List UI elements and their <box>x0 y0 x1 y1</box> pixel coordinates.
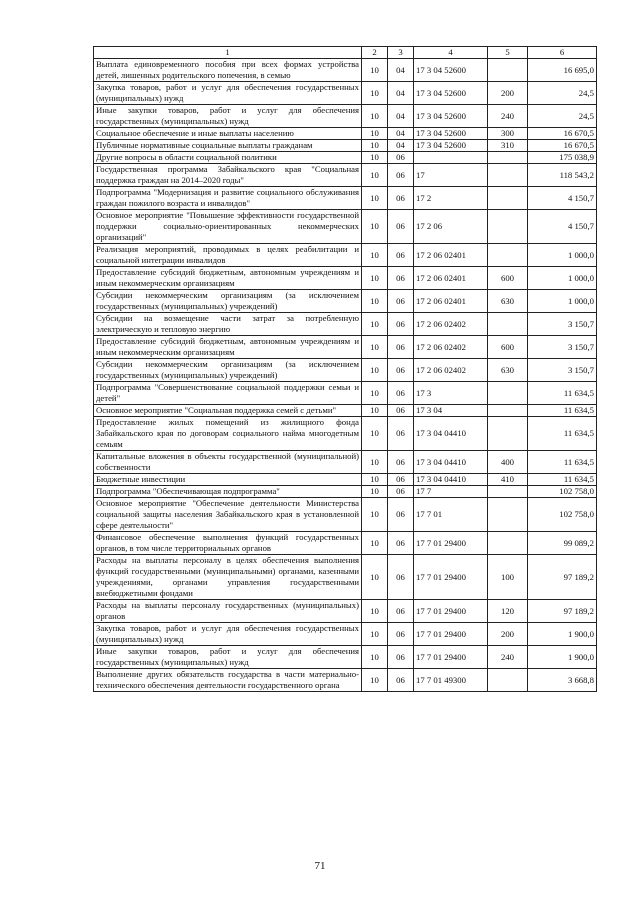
section-code: 10 <box>362 267 388 290</box>
target-article-code: 17 <box>414 164 488 187</box>
subsection-code: 06 <box>388 405 414 417</box>
subsection-code: 06 <box>388 359 414 382</box>
expense-type-code <box>488 417 528 451</box>
amount: 99 089,2 <box>528 532 597 555</box>
expense-type-code: 630 <box>488 359 528 382</box>
row-description: Финансовое обеспечение выполнения функций государственных органов, в том числе территориальных органов <box>94 532 362 555</box>
column-header-6: 6 <box>528 47 597 59</box>
table-row <box>94 59 597 82</box>
table-row <box>94 313 597 336</box>
expense-type-code: 630 <box>488 290 528 313</box>
section-code: 10 <box>362 451 388 474</box>
target-article-code: 17 7 <box>414 486 488 498</box>
row-description: Основное мероприятие "Обеспечение деятельности Министерства социальной защиты населения Забайкальского края в установленной сфере деятельности" <box>94 498 362 532</box>
row-description: Субсидии некоммерческим организациям (за исключением государственных (муниципальных) учреждений) <box>94 359 362 382</box>
amount: 16 670,5 <box>528 128 597 140</box>
subsection-code: 06 <box>388 382 414 405</box>
section-code: 10 <box>362 82 388 105</box>
row-description: Субсидии некоммерческим организациям (за исключением государственных (муниципальных) учреждений) <box>94 290 362 313</box>
expense-type-code <box>488 210 528 244</box>
table-row <box>94 417 597 451</box>
subsection-code: 06 <box>388 313 414 336</box>
section-code: 10 <box>362 359 388 382</box>
table-row <box>94 82 597 105</box>
amount: 3 150,7 <box>528 359 597 382</box>
section-code: 10 <box>362 152 388 164</box>
subsection-code: 06 <box>388 646 414 669</box>
table-row <box>94 451 597 474</box>
amount: 97 189,2 <box>528 555 597 600</box>
target-article-code: 17 7 01 <box>414 498 488 532</box>
row-description: Публичные нормативные социальные выплаты гражданам <box>94 140 362 152</box>
section-code: 10 <box>362 486 388 498</box>
table-row <box>94 405 597 417</box>
column-header-4: 4 <box>414 47 488 59</box>
subsection-code: 06 <box>388 486 414 498</box>
table-row <box>94 646 597 669</box>
row-description: Расходы на выплаты персоналу в целях обеспечения выполнения функций государственными (муниципальными) органами, казенными учреждениями, органами управления государственными внебюджетными фондами <box>94 555 362 600</box>
table-row <box>94 140 597 152</box>
table-row <box>94 267 597 290</box>
row-description: Социальное обеспечение и иные выплаты населению <box>94 128 362 140</box>
table-row <box>94 164 597 187</box>
row-description: Предоставление субсидий бюджетным, автономным учреждениям и иным некоммерческим организациям <box>94 267 362 290</box>
section-code: 10 <box>362 140 388 152</box>
expense-type-code <box>488 164 528 187</box>
section-code: 10 <box>362 382 388 405</box>
expense-type-code <box>488 532 528 555</box>
amount: 11 634,5 <box>528 474 597 486</box>
target-article-code: 17 2 06 02401 <box>414 290 488 313</box>
target-article-code: 17 2 06 02402 <box>414 313 488 336</box>
row-description: Иные закупки товаров, работ и услуг для обеспечения государственных (муниципальных) нужд <box>94 105 362 128</box>
budget-table <box>93 46 597 692</box>
amount: 3 150,7 <box>528 313 597 336</box>
expense-type-code <box>488 405 528 417</box>
target-article-code: 17 3 04 04410 <box>414 451 488 474</box>
column-header-5: 5 <box>488 47 528 59</box>
amount: 102 758,0 <box>528 498 597 532</box>
subsection-code: 04 <box>388 128 414 140</box>
table-row <box>94 382 597 405</box>
target-article-code: 17 2 06 <box>414 210 488 244</box>
table-row <box>94 555 597 600</box>
table-row <box>94 210 597 244</box>
amount: 4 150,7 <box>528 210 597 244</box>
amount: 1 000,0 <box>528 267 597 290</box>
target-article-code: 17 7 01 29400 <box>414 623 488 646</box>
column-header-1: 1 <box>94 47 362 59</box>
row-description: Капитальные вложения в объекты государственной (муниципальной) собственности <box>94 451 362 474</box>
amount: 1 000,0 <box>528 290 597 313</box>
expense-type-code <box>488 486 528 498</box>
row-description: Бюджетные инвестиции <box>94 474 362 486</box>
subsection-code: 06 <box>388 210 414 244</box>
subsection-code: 06 <box>388 417 414 451</box>
subsection-code: 06 <box>388 267 414 290</box>
table-row <box>94 623 597 646</box>
section-code: 10 <box>362 336 388 359</box>
row-description: Основное мероприятие "Социальная поддержка семей с детьми" <box>94 405 362 417</box>
section-code: 10 <box>362 59 388 82</box>
target-article-code: 17 3 04 04410 <box>414 474 488 486</box>
row-description: Выполнение других обязательств государства в части материально-технического обеспечения деятельности государственного органа <box>94 669 362 692</box>
subsection-code: 06 <box>388 336 414 359</box>
table-row <box>94 669 597 692</box>
target-article-code: 17 3 04 52600 <box>414 105 488 128</box>
amount: 4 150,7 <box>528 187 597 210</box>
amount: 1 000,0 <box>528 244 597 267</box>
row-description: Расходы на выплаты персоналу государственных (муниципальных) органов <box>94 600 362 623</box>
table-row <box>94 290 597 313</box>
subsection-code: 06 <box>388 244 414 267</box>
row-description: Выплата единовременного пособия при всех формах устройства детей, лишенных родительского попечения, в семью <box>94 59 362 82</box>
target-article-code: 17 3 <box>414 382 488 405</box>
amount: 11 634,5 <box>528 405 597 417</box>
column-header-3: 3 <box>388 47 414 59</box>
target-article-code: 17 3 04 <box>414 405 488 417</box>
amount: 11 634,5 <box>528 417 597 451</box>
target-article-code: 17 2 06 02402 <box>414 359 488 382</box>
row-description: Подпрограмма "Модернизация и развитие социального обслуживания граждан пожилого возраста и инвалидов" <box>94 187 362 210</box>
expense-type-code <box>488 59 528 82</box>
section-code: 10 <box>362 313 388 336</box>
row-description: Государственная программа Забайкальского края "Социальная поддержка граждан на 2014–2020 годы" <box>94 164 362 187</box>
subsection-code: 06 <box>388 451 414 474</box>
section-code: 10 <box>362 600 388 623</box>
expense-type-code <box>488 244 528 267</box>
subsection-code: 06 <box>388 600 414 623</box>
row-description: Закупка товаров, работ и услуг для обеспечения государственных (муниципальных) нужд <box>94 623 362 646</box>
page-number: 71 <box>314 860 326 872</box>
subsection-code: 06 <box>388 623 414 646</box>
column-header-2: 2 <box>362 47 388 59</box>
section-code: 10 <box>362 532 388 555</box>
amount: 102 758,0 <box>528 486 597 498</box>
table-row <box>94 187 597 210</box>
expense-type-code: 200 <box>488 623 528 646</box>
section-code: 10 <box>362 105 388 128</box>
section-code: 10 <box>362 646 388 669</box>
expense-type-code <box>488 187 528 210</box>
section-code: 10 <box>362 210 388 244</box>
section-code: 10 <box>362 417 388 451</box>
table-row <box>94 336 597 359</box>
row-description: Подпрограмма "Совершенствование социальной поддержки семьи и детей" <box>94 382 362 405</box>
section-code: 10 <box>362 555 388 600</box>
subsection-code: 06 <box>388 555 414 600</box>
target-article-code: 17 2 06 02402 <box>414 336 488 359</box>
section-code: 10 <box>362 405 388 417</box>
header-row <box>94 47 597 59</box>
table-row <box>94 486 597 498</box>
target-article-code: 17 2 06 02401 <box>414 244 488 267</box>
table-row <box>94 532 597 555</box>
amount: 3 668,8 <box>528 669 597 692</box>
amount: 175 038,9 <box>528 152 597 164</box>
section-code: 10 <box>362 128 388 140</box>
amount: 24,5 <box>528 105 597 128</box>
target-article-code: 17 3 04 52600 <box>414 128 488 140</box>
subsection-code: 06 <box>388 474 414 486</box>
amount: 24,5 <box>528 82 597 105</box>
subsection-code: 06 <box>388 669 414 692</box>
target-article-code: 17 3 04 52600 <box>414 59 488 82</box>
amount: 16 695,0 <box>528 59 597 82</box>
amount: 97 189,2 <box>528 600 597 623</box>
table-row <box>94 244 597 267</box>
table-row <box>94 128 597 140</box>
target-article-code: 17 7 01 29400 <box>414 646 488 669</box>
target-article-code: 17 2 06 02401 <box>414 267 488 290</box>
expense-type-code: 600 <box>488 267 528 290</box>
target-article-code: 17 7 01 29400 <box>414 532 488 555</box>
subsection-code: 04 <box>388 82 414 105</box>
row-description: Основное мероприятие "Повышение эффективности государственной поддержки социально-ориентированных некоммерческих организаций" <box>94 210 362 244</box>
expense-type-code: 240 <box>488 105 528 128</box>
row-description: Субсидии на возмещение части затрат за потребленную электрическую и тепловую энергию <box>94 313 362 336</box>
target-article-code: 17 3 04 52600 <box>414 82 488 105</box>
subsection-code: 06 <box>388 187 414 210</box>
expense-type-code: 300 <box>488 128 528 140</box>
section-code: 10 <box>362 164 388 187</box>
section-code: 10 <box>362 187 388 210</box>
section-code: 10 <box>362 244 388 267</box>
expense-type-code: 200 <box>488 82 528 105</box>
expense-type-code: 120 <box>488 600 528 623</box>
section-code: 10 <box>362 290 388 313</box>
expense-type-code <box>488 669 528 692</box>
subsection-code: 04 <box>388 105 414 128</box>
table-body <box>94 59 597 692</box>
amount: 3 150,7 <box>528 336 597 359</box>
section-code: 10 <box>362 474 388 486</box>
section-code: 10 <box>362 623 388 646</box>
expense-type-code <box>488 152 528 164</box>
target-article-code: 17 7 01 49300 <box>414 669 488 692</box>
target-article-code: 17 3 04 04410 <box>414 417 488 451</box>
row-description: Закупка товаров, работ и услуг для обеспечения государственных (муниципальных) нужд <box>94 82 362 105</box>
subsection-code: 06 <box>388 498 414 532</box>
table-row <box>94 105 597 128</box>
amount: 118 543,2 <box>528 164 597 187</box>
table-row <box>94 498 597 532</box>
row-description: Предоставление жилых помещений из жилищного фонда Забайкальского края по договорам социального найма многодетным семьям <box>94 417 362 451</box>
row-description: Другие вопросы в области социальной политики <box>94 152 362 164</box>
expense-type-code: 400 <box>488 451 528 474</box>
amount: 11 634,5 <box>528 451 597 474</box>
expense-type-code: 310 <box>488 140 528 152</box>
table-row <box>94 359 597 382</box>
expense-type-code: 600 <box>488 336 528 359</box>
row-description: Подпрограмма "Обеспечивающая подпрограмма" <box>94 486 362 498</box>
subsection-code: 04 <box>388 140 414 152</box>
target-article-code: 17 7 01 29400 <box>414 600 488 623</box>
expense-type-code: 240 <box>488 646 528 669</box>
amount: 1 900,0 <box>528 623 597 646</box>
row-description: Реализация мероприятий, проводимых в целях реабилитации и социальной интеграции инвалидов <box>94 244 362 267</box>
subsection-code: 06 <box>388 290 414 313</box>
subsection-code: 06 <box>388 152 414 164</box>
row-description: Иные закупки товаров, работ и услуг для обеспечения государственных (муниципальных) нужд <box>94 646 362 669</box>
section-code: 10 <box>362 669 388 692</box>
expense-type-code <box>488 498 528 532</box>
table-row <box>94 600 597 623</box>
target-article-code: 17 2 <box>414 187 488 210</box>
table-row <box>94 474 597 486</box>
expense-type-code <box>488 313 528 336</box>
amount: 1 900,0 <box>528 646 597 669</box>
expense-type-code: 100 <box>488 555 528 600</box>
target-article-code: 17 7 01 29400 <box>414 555 488 600</box>
table-row <box>94 152 597 164</box>
section-code: 10 <box>362 498 388 532</box>
subsection-code: 06 <box>388 164 414 187</box>
target-article-code: 17 3 04 52600 <box>414 140 488 152</box>
subsection-code: 04 <box>388 59 414 82</box>
expense-type-code <box>488 382 528 405</box>
amount: 11 634,5 <box>528 382 597 405</box>
amount: 16 670,5 <box>528 140 597 152</box>
expense-type-code: 410 <box>488 474 528 486</box>
subsection-code: 06 <box>388 532 414 555</box>
row-description: Предоставление субсидий бюджетным, автономным учреждениям и иным некоммерческим организациям <box>94 336 362 359</box>
target-article-code <box>414 152 488 164</box>
